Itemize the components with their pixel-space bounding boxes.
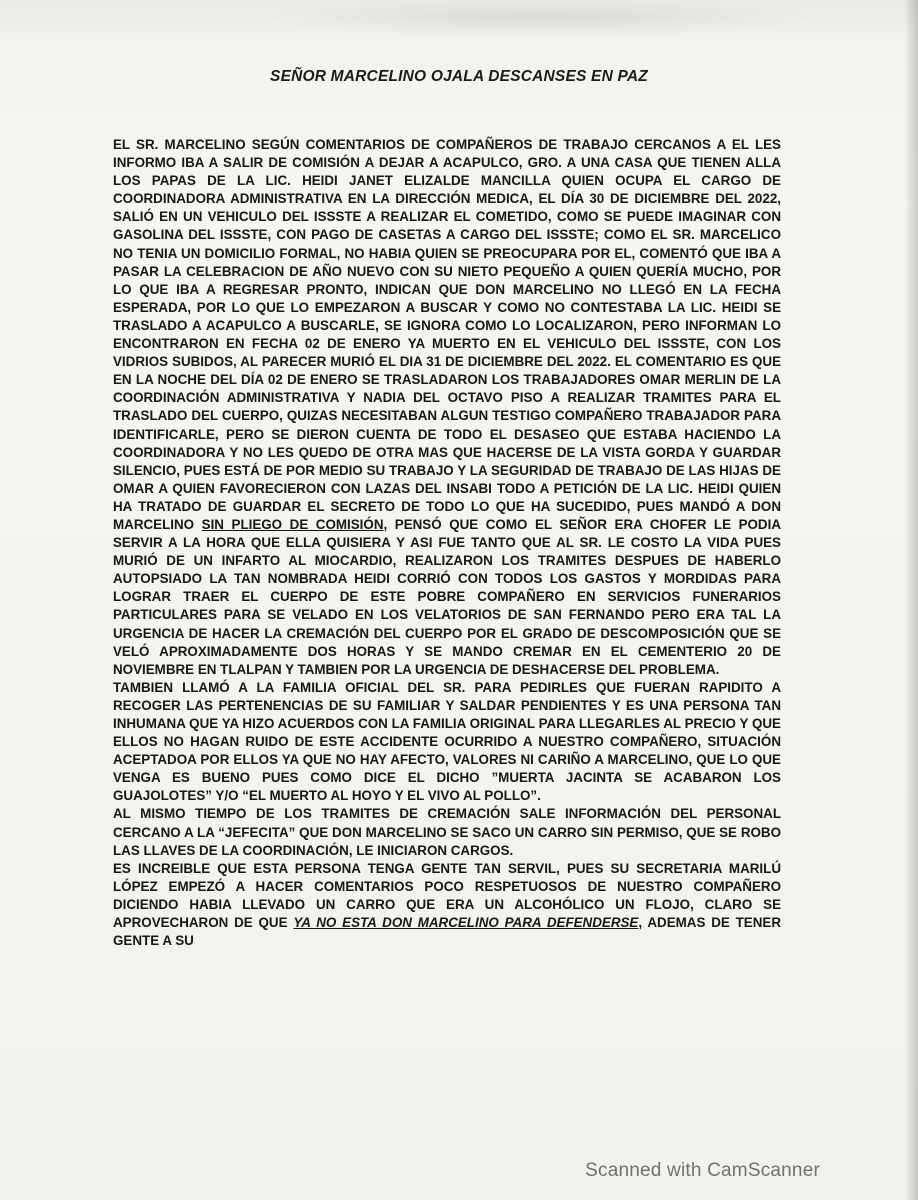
paragraph-2 — [113, 679, 781, 806]
paragraph-3-text: AL MISMO TIEMPO DE LOS TRAMITES DE CREMACIÓN SALE INFORMACIÓN DEL PERSONAL CERCANO A LA “JEFECITA” QUE DON MARCELINO SE SACO UN CARRO SIN PERMISO, QUE SE ROBO LAS LLAVES DE LA COORDINACIÓN, LE INICIARON CARGOS. — [113, 806, 781, 858]
paragraph-2-text: TAMBIEN LLAMÓ A LA FAMILIA OFICIAL DEL SR. PARA PEDIRLES QUE FUERAN RAPIDITO A RECOGER LAS PERTENENCIAS DE SU FAMILIAR Y SALDAR PENDIENTES Y ES UNA PERSONA TAN INHUMANA QUE YA HIZO ACUERDOS CON LA FAMILIA ORIGINAL PARA LLEGARLES AL PRECIO Y QUE ELLOS NO HAGAN RUIDO DE ESTE ACCIDENTE OCURRIDO A NUESTRO COMPAÑERO, SITUACIÓN ACEPTADOA POR ELLOS YA QUE NO HAY AFECTO, VALORES NI CARIÑO A MARCELINO, QUE LO QUE VENGA ES BUENO PUES COMO DICE EL DICHO ”MUERTA JACINTA SE ACABARON LOS GUAJOLOTES” Y/O “EL MUERTO AL HOYO Y EL VIVO AL POLLO”. — [113, 679, 781, 804]
paragraph-4-text-a: ES INCREIBLE QUE ESTA PERSONA TENGA GENTE TAN SERVIL, PUES SU SECRETARIA MARILÚ LÓPEZ EMPEZÓ A HACER COMENTARIOS POCO RESPETUOSOS DE NUESTRO COMPAÑERO DICIENDO HABIA LLEVADO UN CARRO QUE ERA UN ALCOHÓLICO UN FLOJO, CLARO SE APROVECHARON DE QUE — [113, 860, 781, 931]
paragraph-1-text-a: EL SR. MARCELINO SEGÚN COMENTARIOS DE COMPAÑEROS DE TRABAJO CERCANOS A EL LES INFORMO IBA A SALIR DE COMISIÓN A DEJAR A ACAPULCO, GRO. A UNA CASA QUE TIENEN ALLA LOS PAPAS DE LA LIC. HEIDI JANET ELIZALDE MANCILLA QUIEN OCUPA EL CARGO DE COORDINADORA ADMINISTRATIVA EN LA DIRECCIÓN MEDICA, EL DÍA 30 DE DICIEMBRE DEL 2022, SALIÓ EN UN VEHICULO DEL ISSSTE A REALIZAR EL COMETIDO, COMO SE PUEDE IMAGINAR CON GASOLINA DEL ISSSTE, CON PAGO DE CASETAS A CARGO DEL ISSSTE; COMO EL SR. MARCELICO NO TENIA UN DOMICILIO FORMAL, NO HABIA QUIEN SE PREOCUPARA POR EL, COMENTÓ QUE IBA A PASAR LA CELEBRACION DE AÑO NUEVO CON SU NIETO PEQUEÑO A QUIEN QUERÍA MUCHO, POR LO QUE IBA A REGRESAR PRONTO, INDICAN QUE DON MARCELINO NO LLEGÓ EN LA FECHA ESPERADA, POR LO QUE LO EMPEZARON A BUSCAR Y COMO NO CONTESTABA LA LIC. HEIDI SE TRASLADO A ACAPULCO A BUSCARLE, SE IGNORA COMO LO LOCALIZARON, PERO INFORMAN LO ENCONTRARON EN FECHA 02 DE ENERO YA MUERTO EN EL VEHICULO DEL ISSSTE, CON LOS VIDRIOS SUBIDOS, AL PARECER MURIÓ EL DIA 31 DE DICIEMBRE DEL 2022. EL COMENTARIO ES QUE EN LA NOCHE DEL DÍA 02 DE ENERO SE TRASLADARON LOS TRABAJADORES OMAR MERLIN DE LA COORDINACIÓN ADMINISTRATIVA Y NADIA DEL OCTAVO PISO A REALIZAR TRAMITES PARA EL TRASLADO DEL CUERPO, QUIZAS NECESITABAN ALGUN TESTIGO COMPAÑERO TRABAJADOR PARA IDENTIFICARLE, PERO SE DIERON CUENTA DE TODO EL DESASEO QUE ESTABA HACIENDO LA COORDINADORA Y NO LES QUEDO DE OTRA MAS QUE HACERSE DE LA VISTA GORDA Y GUARDAR SILENCIO, PUES ESTÁ DE POR MEDIO SU TRABAJO Y LA SEGURIDAD DE TRABAJO DE LAS HIJAS DE OMAR A QUIEN FAVORECIERON CON LAZAS DEL INSABI TODO A PETICIÓN DE LA LIC. HEIDI QUIEN HA TRATADO DE GUARDAR EL SECRETO DE TODO LO QUE HA SUCEDIDO, PUES MANDÓ A DON MARCELINO — [113, 137, 781, 532]
camscanner-watermark: Scanned with CamScanner — [585, 1160, 820, 1181]
paragraph-1 — [113, 136, 781, 679]
bleed-through-shadow — [260, 0, 820, 36]
document-body — [113, 136, 781, 950]
paragraph-1-text-b: , PENSÓ QUE COMO EL SEÑOR ERA CHOFER LE PODIA SERVIR A LA HORA QUE ELLA QUISIERA Y ASI FUE TANTO QUE AL SR. LE COSTO LA VIDA PUES MURIÓ DE UN INFARTO AL MIOCARDIO, REALIZARON LOS TRAMITES DESPUES DE HABERLO AUTOPSIADO LA TAN NOMBRADA HEIDI CORRIÓ CON TODOS LOS GASTOS Y MORDIDAS PARA LOGRAR TRAER EL CUERPO DE ESTE POBRE COMPAÑERO EN SERVICIOS FUNERARIOS PARTICULARES PARA SE VELADO EN LOS VELATORIOS DE SAN FERNANDO PERO ERA TAL LA URGENCIA DE HACER LA CREMACIÓN DEL CUERPO POR EL GRADO DE DESCOMPOSICIÓN QUE SE VELÓ APROXIMADAMENTE DOS HORAS Y SE MANDO CREMAR EN EL CEMENTERIO 20 DE NOVIEMBRE EN TLALPAN Y TAMBIEN POR LA URGENCIA DE DESHACERSE DEL PROBLEMA. — [113, 516, 781, 677]
paragraph-4 — [113, 860, 781, 950]
underlined-phrase-sin-pliego: SIN PLIEGO DE COMISIÓN — [201, 516, 384, 532]
document-title: SEÑOR MARCELINO OJALA DESCANSES EN PAZ — [270, 68, 648, 85]
underlined-phrase-ya-no-esta: YA NO ESTA DON MARCELINO PARA DEFENDERSE — [293, 915, 639, 931]
page-edge-shadow — [904, 0, 918, 1200]
paragraph-3 — [113, 805, 781, 859]
paragraph-4-text-b: , ADEMAS DE TENER GENTE A SU — [113, 915, 781, 949]
